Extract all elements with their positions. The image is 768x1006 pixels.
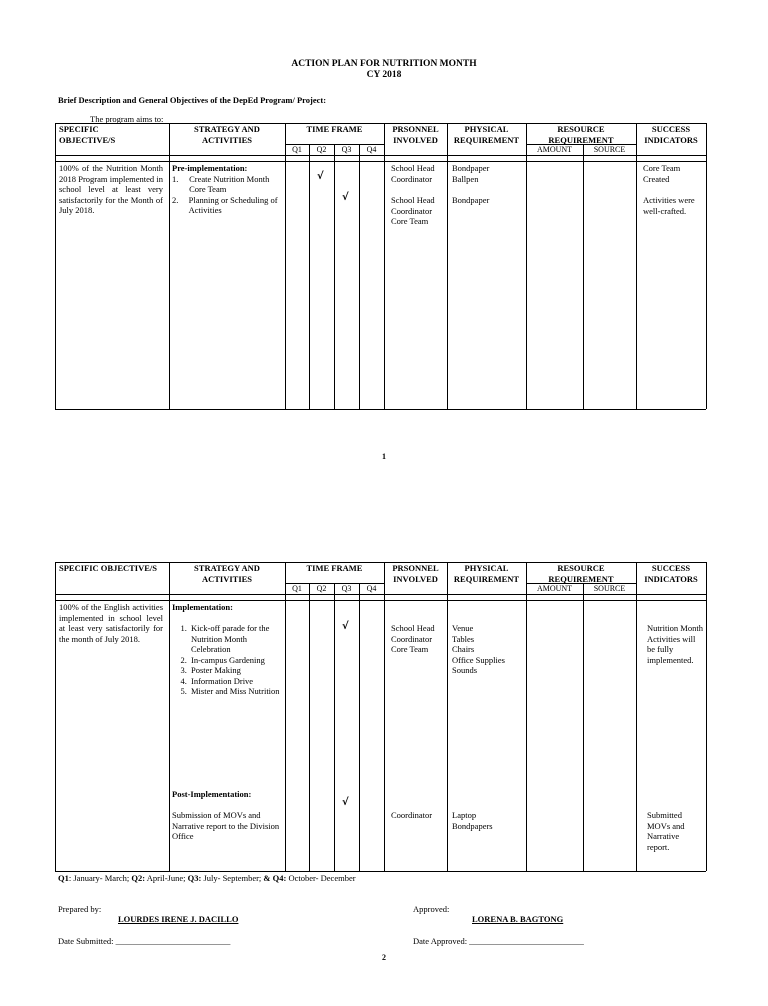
success-implementation: Nutrition Month Activities will be fully implemented. xyxy=(647,623,703,665)
approved-name: LORENA B. BAGTONG xyxy=(472,914,564,924)
header-q2: Q2 xyxy=(316,584,327,593)
physical-1: Bondpaper Ballpen xyxy=(452,163,490,184)
header-q1: Q1 xyxy=(292,145,302,154)
page-number: 1 xyxy=(382,452,386,461)
activity-item: 4. Information Drive xyxy=(189,676,282,687)
check-mark-q2: √ xyxy=(317,171,324,182)
approved-label: Approved: xyxy=(413,904,450,914)
implementation-activities xyxy=(172,623,282,697)
success-2: Activities were well-crafted. xyxy=(643,195,695,216)
header-resource: RESOURCE REQUIREMENT xyxy=(548,563,614,584)
header-timeframe: TIME FRAME xyxy=(306,124,363,134)
physical-post: Laptop Bondpapers xyxy=(452,810,493,831)
brief-description-label: Brief Description and General Objectives of the DepEd Program/ Project: xyxy=(58,95,327,105)
activity-text: Planning or Scheduling of Activities xyxy=(188,194,278,215)
objective-text: 100% of the English activities implemented in school level at least very satisfactorily for the month of July 2018. xyxy=(59,602,163,644)
aims-label: The program aims to: xyxy=(90,114,164,124)
success-post: Submitted MOVs and Narrative report. xyxy=(647,810,685,852)
header-objectives: SPECIFIC OBJECTIVE/S xyxy=(59,124,116,145)
check-mark-q3: √ xyxy=(342,621,349,632)
header-q3: Q3 xyxy=(341,145,352,154)
activity-number: 1. xyxy=(172,173,179,184)
prepared-by-label: Prepared by: xyxy=(58,904,102,914)
header-resource: RESOURCE REQUIREMENT xyxy=(548,124,614,145)
check-mark-q3-post: √ xyxy=(342,797,349,808)
activity-item: 3. Poster Making xyxy=(189,665,282,676)
header-q4: Q4 xyxy=(366,584,377,593)
post-activity: Submission of MOVs and Narrative report to the Division Office xyxy=(172,810,280,841)
personnel-1: School Head Coordinator xyxy=(391,163,435,184)
header-personnel: PRSONNEL INVOLVED xyxy=(392,124,439,145)
header-amount: AMOUNT xyxy=(536,145,573,154)
header-strategy: STRATEGY AND ACTIVITIES xyxy=(194,563,260,584)
date-submitted: Date Submitted: ___________________________ xyxy=(58,936,231,946)
header-source: SOURCE xyxy=(593,584,626,593)
objective-text: 100% of the Nutrition Month 2018 Program implemented in school level at least very satisfactorily for the Month of July 2018. xyxy=(59,163,163,215)
prepared-by-name: LOURDES IRENE J. DACILLO xyxy=(118,914,239,924)
phase-heading-post: Post-Implementation: xyxy=(172,789,252,799)
activity-item: 5. Mister and Miss Nutrition xyxy=(189,686,282,697)
physical-2: Bondpaper xyxy=(452,195,490,205)
personnel-2: School Head Coordinator Core Team xyxy=(391,195,435,226)
activity-list xyxy=(172,623,282,697)
document-year: CY 2018 xyxy=(366,70,402,80)
header-strategy: STRATEGY AND ACTIVITIES xyxy=(194,124,260,145)
physical-implementation: Venue Tables Chairs Office Supplies Sounds xyxy=(452,623,505,675)
header-physical: PHYSICAL REQUIREMENT xyxy=(453,563,520,584)
header-success: SUCCESS INDICATORS xyxy=(644,563,698,584)
header-source: SOURCE xyxy=(593,145,626,154)
phase-heading: Pre-implementation: xyxy=(172,163,248,173)
header-amount: AMOUNT xyxy=(536,584,573,593)
document-title: ACTION PLAN FOR NUTRITION MONTH xyxy=(291,59,477,69)
phase-heading-implementation: Implementation: xyxy=(172,602,233,612)
header-success: SUCCESS INDICATORS xyxy=(644,124,698,145)
activity-item xyxy=(172,195,282,216)
header-personnel: PRSONNEL INVOLVED xyxy=(392,563,439,584)
header-q2: Q2 xyxy=(316,145,327,154)
header-q3: Q3 xyxy=(341,584,352,593)
activity-item xyxy=(172,174,282,195)
check-mark-q3: √ xyxy=(342,192,349,203)
strategy-cell xyxy=(172,163,282,216)
page-number: 2 xyxy=(382,953,386,962)
header-q1: Q1 xyxy=(292,584,302,593)
activity-item: 2. In-campus Gardening xyxy=(189,655,282,666)
header-objectives: SPECIFIC OBJECTIVE/S xyxy=(59,563,158,573)
quarter-legend: Q1: January- March; Q2: April-June; Q3: July- September; & Q4: October- December xyxy=(58,873,356,883)
header-physical: PHYSICAL REQUIREMENT xyxy=(453,124,520,145)
date-approved: Date Approved: ___________________________ xyxy=(413,936,584,946)
personnel-implementation: School Head Coordinator Core Team xyxy=(391,623,435,654)
success-1: Core Team Created xyxy=(643,163,681,184)
activity-number: 2. xyxy=(172,194,179,205)
activity-item: 1. Kick-off parade for the Nutrition Month Celebration xyxy=(189,623,282,655)
header-q4: Q4 xyxy=(366,145,377,154)
personnel-post: Coordinator xyxy=(391,810,433,820)
activity-text: Create Nutrition Month Core Team xyxy=(189,173,270,194)
header-timeframe: TIME FRAME xyxy=(306,563,363,573)
